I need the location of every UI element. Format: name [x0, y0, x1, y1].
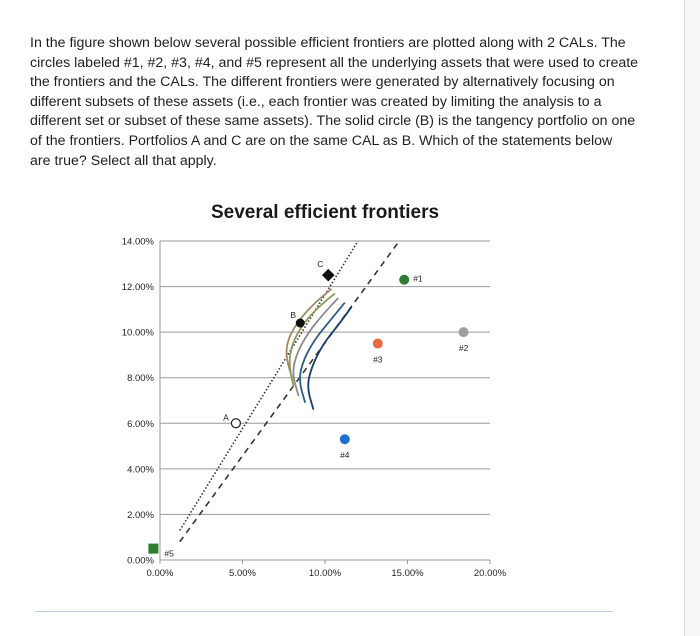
asset-label: #5 [164, 548, 174, 559]
cal-line [180, 241, 358, 530]
x-tick-label: 15.00% [391, 568, 424, 579]
portfolio-label: A [223, 412, 229, 423]
frontier-curve [308, 307, 351, 410]
y-tick-label: 0.00% [127, 555, 154, 567]
question-line: the frontiers and the CALs. The different frontiers were generated by alternatively focusing on [30, 74, 615, 91]
frontier-curve [300, 303, 345, 403]
asset-label: #3 [373, 354, 383, 365]
asset-marker [399, 275, 409, 285]
frontier-curve [290, 293, 335, 386]
portfolio-label: B [290, 310, 297, 321]
asset-label: #2 [458, 343, 469, 354]
x-tick-label: 10.00% [308, 568, 342, 579]
question-line: different set or subset of these same assets). The solid circle (B) is the tangency portfolio on one [30, 113, 636, 130]
x-tick-label: 5.00% [229, 568, 256, 579]
asset-marker [340, 434, 350, 444]
portfolio-b-marker [296, 319, 305, 328]
question-line: are true? Select all that apply. [30, 152, 217, 169]
y-tick-label: 2.00% [127, 509, 154, 521]
y-tick-label: 6.00% [127, 418, 154, 430]
question-line: In the figure shown below several possible efficient frontiers are plotted along with 2 CALs. The [30, 35, 626, 51]
portfolio-label: C [317, 259, 324, 270]
question-line: different subsets of these assets (i.e., each frontier was created by limiting the analysis to a [30, 93, 602, 110]
asset-label: #1 [413, 273, 423, 284]
chart-title: Several efficient frontiers [210, 202, 440, 223]
asset-marker [148, 544, 158, 554]
y-tick-label: 10.00% [121, 327, 154, 339]
x-tick-label: 0.00% [146, 568, 174, 579]
y-tick-label: 4.00% [127, 464, 154, 476]
portfolio-a-marker [231, 419, 240, 428]
y-tick-label: 14.00% [121, 236, 154, 248]
question-line: circles labeled #1, #2, #3, #4, and #5 represent all the underlying assets that were used to create [30, 54, 639, 71]
question-line: of the frontiers. Portfolios A and C are on the same CAL as B. Which of the statements below [30, 132, 613, 149]
asset-marker [459, 327, 469, 337]
asset-marker [373, 339, 383, 349]
asset-label: #4 [340, 450, 350, 461]
footer-divider [35, 611, 613, 612]
x-tick-label: 20.00% [473, 568, 507, 579]
portfolio-c-marker [322, 269, 335, 282]
y-tick-label: 12.00% [121, 282, 154, 294]
y-tick-label: 8.00% [127, 373, 154, 385]
